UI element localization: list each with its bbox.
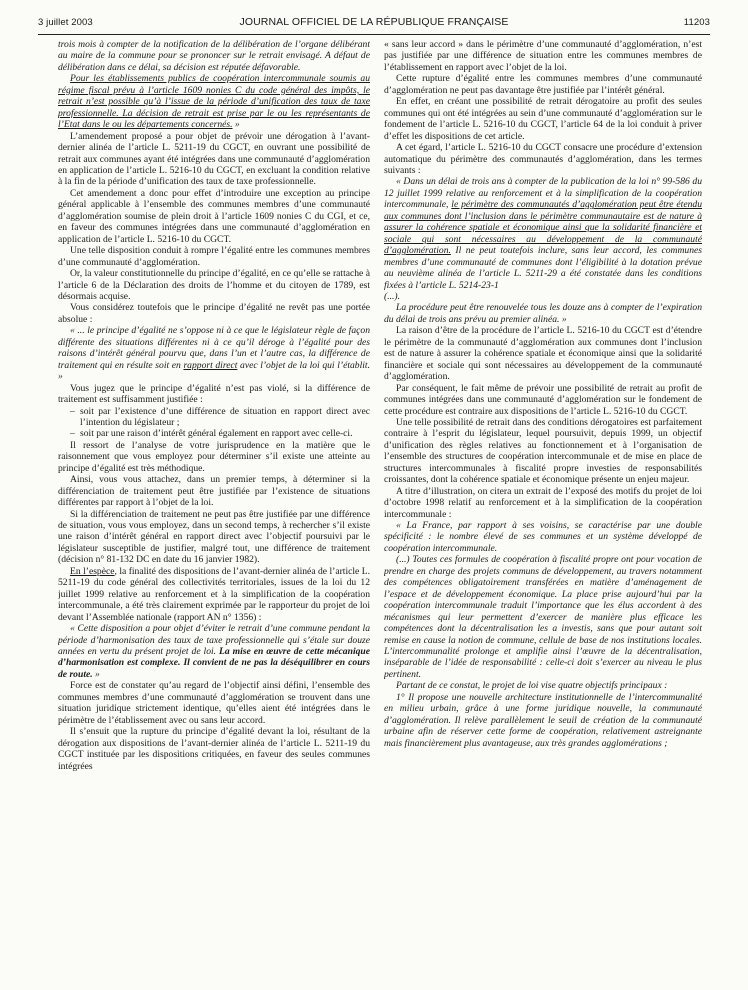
text-run: Pour les établissements publics de coopération intercommunale soumis au régime fiscal prévu à l’article 1609 nonies C du code général des impôts, le retrait n’est possible qu’à l’issue de la période d’unification des taux de taxe professionnelle. La décision de retrait est prise par le ou les représentants de l’Etat dans le ou les départements concernés.: [58, 73, 370, 131]
paragraph: [384, 142, 702, 176]
text-run: Une telle disposition conduit à rompre l’égalité entre les communes membres d’une communauté d’agglomération.: [58, 245, 370, 268]
journal-title: JOURNAL OFFICIEL DE LA RÉPUBLIQUE FRANÇAISE: [239, 16, 509, 28]
quote-paragraph: [384, 291, 702, 302]
quote-paragraph: [384, 176, 702, 291]
quote-paragraph: [384, 520, 702, 554]
text-run: « ... le principe d’égalité ne s’oppose ni à ce que le législateur règle de façon différente des situations différentes ni à ce qu’il déroge à l’égalité pour des raisons d’intérêt général pourvu que, dans l’un et l’autre cas, la différence de traitement qui en résulte soit en: [58, 325, 370, 371]
paragraph: [58, 566, 370, 623]
dash-list: [58, 406, 370, 440]
text-run: La procédure peut être renouvelée tous les douze ans à compter de l’expiration du délai de trois ans prévu au premier alinéa. »: [384, 302, 702, 325]
text-run: Cette rupture d’égalité entre les communes membres d’une communauté d’agglomération ne peut pas davantage être justifiée par l’intérêt général.: [384, 73, 702, 96]
header-rule: [38, 34, 710, 35]
paragraph: [384, 325, 702, 382]
text-run: En effet, en créant une possibilité de retrait dérogatoire au profit des seules communes qui ont été intégrées au sein d’une communauté d’agglomération sur le fondement de l’article L. 5216-10 du CGCT, l’article 64 de la loi conduit à priver d’effet les dispositions de cet article.: [384, 96, 702, 142]
paragraph: [58, 188, 370, 245]
paragraph: [58, 680, 370, 726]
paragraph: [58, 440, 370, 474]
text-run: Vous considérez toutefois que le principe d’égalité ne revêt pas une portée absolue :: [58, 302, 370, 325]
text-run: « Cette disposition a pour objet d’éviter le retrait d’une commune pendant la période d’harmonisation des taux de taxe professionnelle qui s’étale sur douze années en vertu du présent projet de loi.: [58, 623, 370, 658]
quote-paragraph: [384, 554, 702, 680]
text-run: Par conséquent, le fait même de prévoir une possibilité de retrait au profit de communes intégrées dans une communauté d’agglomération sur le fondement de cette procédure est contraire aux dispositions de l’article L. 5216-10 du CGCT.: [384, 382, 702, 417]
text-run: Si la différenciation de traitement ne peut pas être justifiée par une différence de situation, vous vous employez, dans un second temps, à rechercher s’il existe une raison d’intérêt général en rapport direct avec l’objectif poursuivi par le législateur susceptible de justifier, malgré tout, une différence de traitement (décision n° 81-132 DC en date du 16 janvier 1982).: [58, 508, 370, 566]
paragraph: [384, 383, 702, 417]
text-run: Force est de constater qu’au regard de l’objectif ainsi défini, l’ensemble des communes membres d’une communauté d’agglomération se trouvent dans une situation juridique strictement identique, qu’elles aient été intégrées dans le périmètre de l’établissement avec ou sans leur accord.: [58, 680, 370, 726]
text-run: (...).: [384, 290, 400, 302]
text-run: (...) Toutes ces formules de coopération à fiscalité propre ont pour vocation de prendre en charge des projets communs de développement, au travers notamment des compétences obligatoirement transférées en matière d’aménagement de l’espace et de développement économique. La place prise aujourd’hui par la coopération intercommunale traduit l’importance que les élus accordent à des mécanismes qui leur permettent d’exercer de manière plus efficace les compétences dont la décentralisation les a investis, sans que pour autant soit remise en cause la notion de commune, cellule de base de nos institutions locales. L’intercommunalité prolonge et amplifie ainsi l’œuvre de la décentralisation, inséparable de l’idée de responsabilité : celle-ci doit s’exercer au niveau le plus pertinent.: [384, 554, 702, 680]
paragraph: [384, 486, 702, 520]
text-run: La raison d’être de la procédure de l’article L. 5216-10 du CGCT est d’étendre le périmètre de la communauté d’agglomération aux communes dont l’inclusion est de nature à assurer la cohérence spatiale et économique ainsi que la solidarité financière et sociale qui sont nécessaires au développement de la communauté d’agglomération.: [384, 325, 702, 383]
paragraph: [58, 474, 370, 508]
text-run: avec l’objet de la loi qui l’établit. »: [58, 359, 370, 383]
quote-paragraph: [384, 302, 702, 325]
text-run: « Dans un délai de trois ans à compter de la publication de la loi n° 99-586 du 12 juillet 1999 relative au renforcement et à la simplification de la coopération intercommunale,: [384, 176, 702, 211]
paragraph: [384, 39, 702, 73]
text-run: Cet amendement a donc pour effet d’introduire une exception au principe général applicable à l’ensemble des communes membres d’une communauté d’agglomération soumise de plein droit à l’article 1609 nonies C du CGI, et ce, en faveur des communes intégrées dans une communauté d’agglomération en application de l’article L. 5216-10 du CGCT.: [58, 187, 370, 245]
text-run: La mise en œuvre de cette mécanique d’harmonisation est complexe. Il convient de ne pas la déséquilibrer en cours de route.: [58, 646, 370, 680]
text-run: Partant de ce constat, le projet de loi vise quatre objectifs principaux :: [396, 680, 668, 692]
text-run: »: [232, 119, 240, 131]
quote-paragraph: [384, 692, 702, 749]
text-run: Vous jugez que le principe d’égalité n’est pas violé, si la différence de traitement est suffisamment justifiée :: [58, 382, 370, 406]
paragraph: [384, 417, 702, 486]
text-run: Or, la valeur constitutionnelle du principe d’égalité, en ce qu’elle se rattache à l’article 6 de la Déclaration des droits de l’homme et du citoyen de 1789, est désormais acquise.: [58, 268, 370, 302]
text-run: A titre d’illustration, on citera un extrait de l’exposé des motifs du projet de loi d’octobre 1998 relatif au renforcement et à la simplification de la coopération intercommunale :: [384, 485, 702, 520]
quote-paragraph: [58, 623, 370, 680]
paragraph: [58, 509, 370, 566]
paragraph: [58, 383, 370, 406]
text-run: Il ne peut toutefois inclure, sans leur accord, les communes membres d’une communauté de communes dont l’éligibilité à la dotation prévue au neuvième alinéa de l’article L. 5211-29 a été constatée dans les conditions fixées à l’article L. 5214-23-1: [384, 245, 702, 291]
list-item: – soit par une raison d’intérêt général également en rapport avec celle-ci.: [70, 428, 370, 439]
page-header: [38, 14, 710, 32]
text-run: A cet égard, l’article L. 5216-10 du CGCT consacre une procédure d’extension automatique du périmètre des communautés d’agglomération, dans les termes suivants :: [384, 142, 702, 176]
text-run: L’amendement proposé a pour objet de prévoir une dérogation à l’avant-dernier alinéa de l’article L. 5211-19 du CGCT, en ouvrant une possibilité de retrait aux communes ayant été intégrées dans une communauté d’agglomération en application de l’article L. 5216-10 du CGCT, en excluant la condition relative à la fin de la période d’unification des taux de taxe professionnelle.: [58, 130, 370, 188]
text-run: Il ressort de l’analyse de votre jurisprudence en la matière que le raisonnement que vous employez pour déterminer s’il existe une atteinte au principe d’égalité est très méthodique.: [58, 439, 370, 474]
text-run: « La France, par rapport à ses voisins, se caractérise par une double spécificité : le nombre élevé de ses communes et un système développé de coopération intercommunale.: [384, 520, 702, 554]
text-run: 1° Il propose une nouvelle architecture institutionnelle de l’intercommunalité en milieu urbain, grâce à une forme juridique nouvelle, la communauté d’agglomération. Il relève parallèlement le seuil de création de la communauté urbaine afin de réserver cette forme de coopération, relativement astreignante mais financièrement plus avantageuse, aux très grandes agglomérations ;: [384, 691, 702, 749]
text-run: rapport direct: [183, 359, 238, 371]
text-run: « sans leur accord » dans le périmètre d’une communauté d’agglomération, n’est pas justifiée par une différence de situation entre les communes membres de l’établissement en rapport avec l’objet de la loi.: [384, 39, 702, 73]
paragraph: [384, 73, 702, 96]
text-run: le périmètre des communautés d’agglomération peut être étendu aux communes dont l’inclusion dans le périmètre communautaire est de nature à assurer la cohérence spatiale et économique ainsi que la solidarité financière et sociale qui sont nécessaires au développement de la communauté d’agglomération.: [384, 199, 702, 257]
quote-paragraph: [384, 680, 702, 691]
text-run: Ainsi, vous vous attachez, dans un premier temps, à déterminer si la différenciation de traitement peut être justifiée par l’existence de situations différentes par rapport à l’objet de la loi.: [58, 474, 370, 509]
paragraph: [58, 131, 370, 188]
issue-date: 3 juillet 2003: [38, 17, 93, 28]
paragraph: [58, 73, 370, 130]
text-run: Il s’ensuit que la rupture du principe d’égalité devant la loi, résultant de la dérogation aux dispositions de l’avant-dernier alinéa de l’article L. 5211-19 du CGCT instituée par les dispositions critiquées, en faveur des seules communes intégrées: [58, 726, 370, 772]
paragraph: [58, 39, 370, 73]
list-item: – soit par l’existence d’une différence de situation en rapport direct avec l’intention du législateur ;: [70, 406, 370, 429]
right-column: [384, 39, 702, 984]
text-run: trois mois à compter de la notification de la délibération de l’organe délibérant au maire de la commune pour se prononcer sur le retrait envisagé. A défaut de délibération dans ce délai, sa décision est réputée défavorable.: [58, 39, 370, 73]
text-run: , la finalité des dispositions de l’avant-dernier alinéa de l’article L. 5211-19 du code général des collectivités territoriales, issues de la loi du 12 juillet 1999 relative au renforcement et à la simplification de la coopération intercommunale, a été très clairement exprimée par le rapporteur du projet de loi devant l’Assemblée nationale (rapport AN n° 1356) :: [58, 565, 370, 623]
left-column: [58, 39, 370, 984]
text-run: En l’espèce: [70, 565, 115, 577]
quote-paragraph: [58, 325, 370, 382]
paragraph: [58, 245, 370, 268]
paragraph: [58, 726, 370, 772]
paragraph: [384, 96, 702, 142]
page-number: 11203: [683, 17, 710, 28]
paragraph: [58, 268, 370, 302]
text-run: »: [92, 668, 100, 680]
text-run: Une telle possibilité de retrait dans des conditions dérogatoires est parfaitement contraire à l’esprit du législateur, lequel poursuivit, depuis 1999, un objectif d’unification des règles relatives au fonctionnement et à l’organisation de l’ensemble des structures de coopération intercommunale et de mise en place de structures intercommunales à fiscalité propre investies de responsabilités croissantes, dont la cohérence spatiale et économique présente un enjeu majeur.: [384, 416, 702, 486]
paragraph: [58, 302, 370, 325]
